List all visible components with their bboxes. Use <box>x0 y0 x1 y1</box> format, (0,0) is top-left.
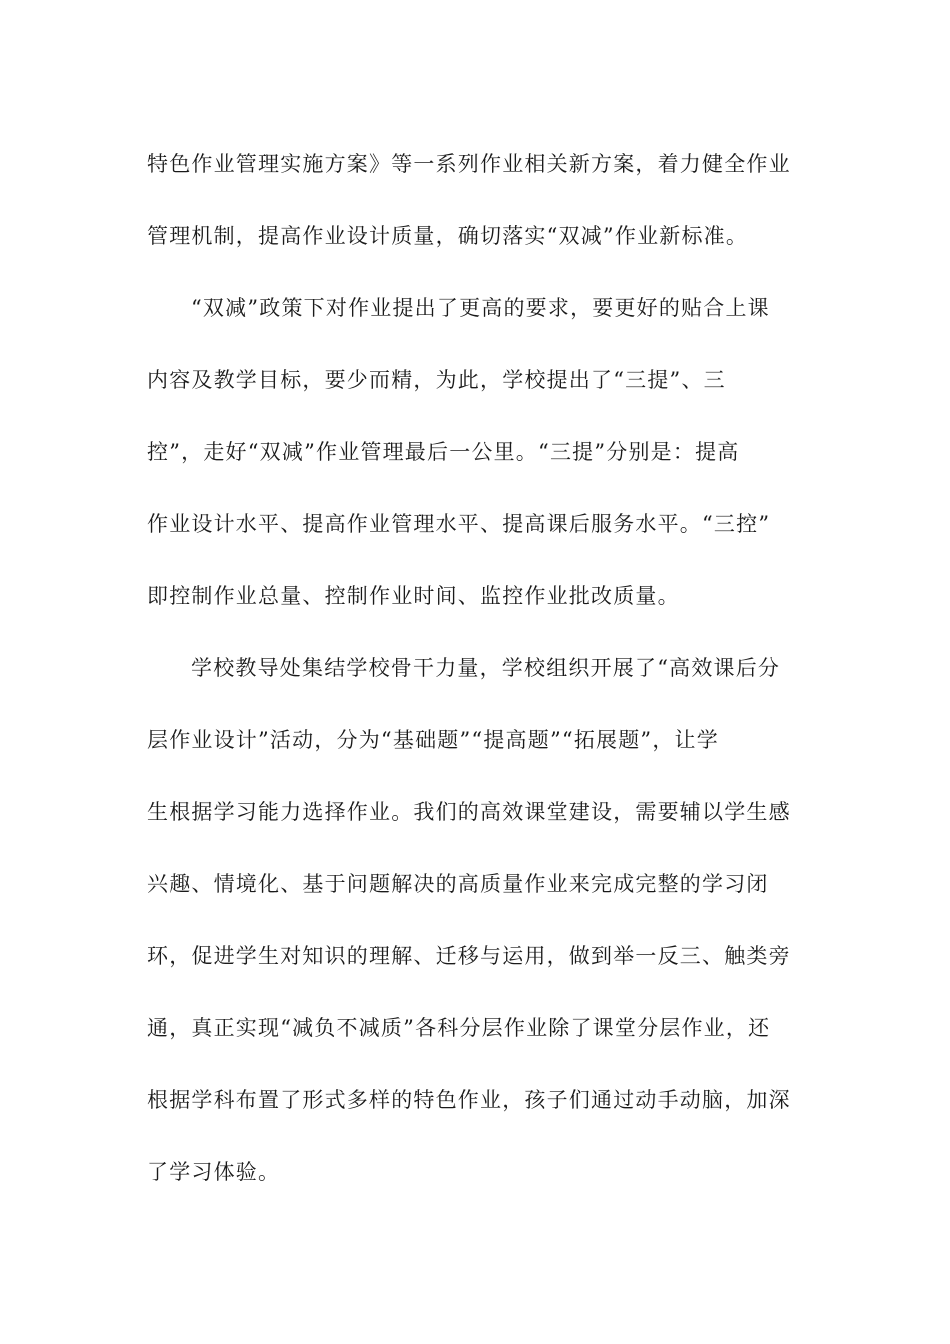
text-line: 学校教导处集结学校骨干力量，学校组织开展了“高效课后分 <box>191 656 781 680</box>
text-line: 根据学科布置了形式多样的特色作业，孩子们通过动手动脑，加深 <box>147 1088 791 1112</box>
text-line: 即控制作业总量、控制作业时间、监控作业批改质量。 <box>147 584 680 608</box>
paragraph-2 <box>147 272 807 632</box>
text-line: 环，促进学生对知识的理解、迁移与运用，做到举一反三、触类旁 <box>147 944 791 968</box>
text-line: 特色作业管理实施方案》等一系列作业相关新方案，着力健全作业 <box>147 152 791 176</box>
text-line: 生根据学习能力选择作业。我们的高效课堂建设，需要辅以学生感 <box>147 800 791 824</box>
text-line: 兴趣、情境化、基于问题解决的高质量作业来完成完整的学习闭 <box>147 872 769 896</box>
text-line: 作业设计水平、提高作业管理水平、提高课后服务水平。“三控” <box>147 512 771 536</box>
text-line: 层作业设计”活动，分为“基础题”“提高题”“拓展题”，让学 <box>147 728 719 752</box>
text-line: 了学习体验。 <box>147 1160 281 1184</box>
text-line: “双减”政策下对作业提出了更高的要求，要更好的贴合上课 <box>191 296 770 320</box>
paragraph-1 <box>147 128 807 272</box>
body-text <box>147 128 807 1208</box>
text-line: 管理机制，提高作业设计质量，确切落实“双减”作业新标准。 <box>147 224 749 248</box>
text-line: 控”，走好“双减”作业管理最后一公里。“三提”分别是：提高 <box>147 440 740 464</box>
text-line: 内容及教学目标，要少而精，为此，学校提出了“三提”、三 <box>147 368 726 392</box>
text-line: 通，真正实现“减负不减质”各科分层作业除了课堂分层作业，还 <box>147 1016 771 1040</box>
paragraph-3 <box>147 632 807 1208</box>
